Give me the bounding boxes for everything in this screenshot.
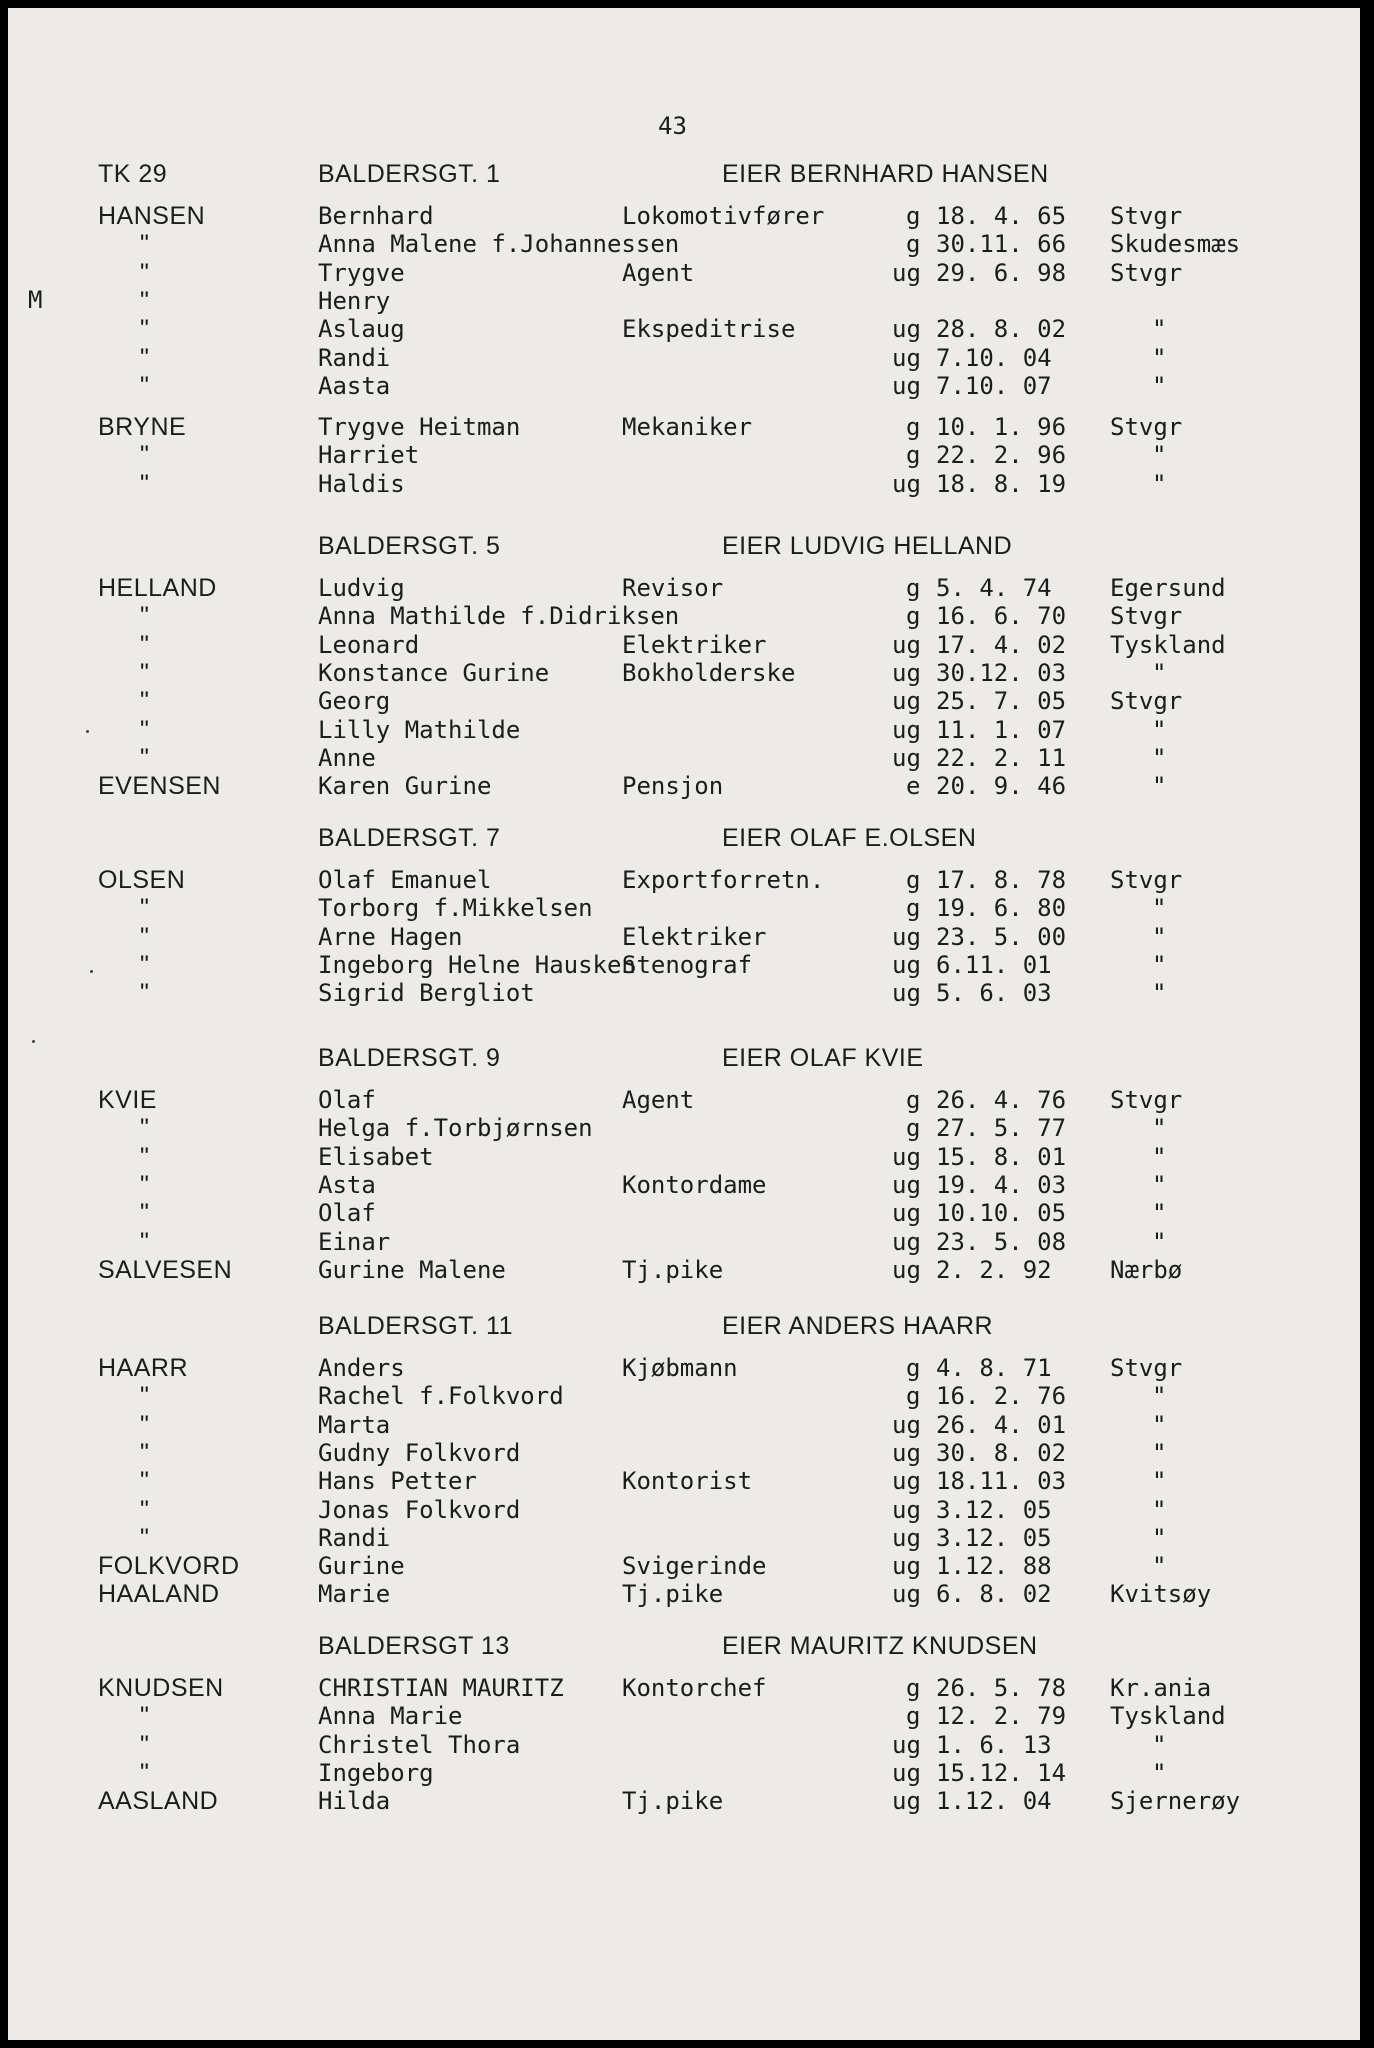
surname-cell: "	[140, 1702, 150, 1731]
marital-status-cell: ug	[892, 258, 921, 287]
birth-date-cell: 3.12. 05	[936, 1523, 1052, 1552]
given-name-cell: Aasta	[318, 371, 391, 400]
owner-heading: EIER LUDVIG HELLAND	[722, 532, 1013, 560]
surname-cell: "	[140, 1438, 150, 1467]
surname-cell: HELLAND	[98, 574, 217, 602]
given-name-cell: Gurine Malene	[318, 1255, 506, 1284]
street-heading: BALDERSGT. 11	[318, 1312, 514, 1340]
birthplace-cell: "	[1152, 343, 1167, 372]
marital-status-cell: ug	[892, 1758, 921, 1787]
given-name-cell: Haldis	[318, 469, 405, 498]
given-name-cell: Christel Thora	[318, 1730, 521, 1759]
birth-date-cell: 7.10. 04	[936, 343, 1052, 372]
birthplace-cell: "	[1152, 979, 1167, 1008]
owner-heading: EIER ANDERS HAARR	[722, 1312, 994, 1340]
marital-status-cell: g	[906, 1114, 921, 1143]
birthplace-cell: "	[1152, 1730, 1167, 1759]
birth-date-cell: 25. 7. 05	[936, 687, 1067, 716]
birth-date-cell: 10.10. 05	[936, 1199, 1067, 1228]
birthplace-cell: Skudesmæs	[1110, 230, 1241, 259]
page-number: 43	[658, 112, 687, 140]
marital-status-cell: g	[906, 1674, 921, 1702]
given-name-cell: Lilly Mathilde	[318, 715, 521, 744]
given-name-cell: Ingeborg Helne Hausken	[318, 950, 636, 979]
surname-cell: AASLAND	[98, 1787, 219, 1816]
birthplace-cell: "	[1152, 1467, 1167, 1496]
surname-cell: HAALAND	[98, 1580, 220, 1609]
birthplace-cell: "	[1152, 315, 1167, 344]
birth-date-cell: 2. 2. 92	[936, 1255, 1052, 1284]
marital-status-cell: ug	[892, 343, 921, 372]
surname-cell: "	[140, 441, 150, 470]
marital-status-cell: ug	[892, 658, 921, 687]
surname-cell: "	[140, 230, 150, 259]
given-name-cell: Einar	[318, 1227, 391, 1256]
occupation-cell: Elektriker	[622, 922, 767, 951]
surname-cell: KVIE	[98, 1086, 157, 1114]
given-name-cell: Olaf	[318, 1199, 376, 1228]
given-name-cell: Jonas Folkvord	[318, 1495, 521, 1524]
birth-date-cell: 22. 2. 11	[936, 743, 1067, 772]
birth-date-cell: 12. 2. 79	[936, 1702, 1067, 1731]
birthplace-cell: Stvgr	[1110, 1086, 1183, 1114]
birthplace-cell: Stvgr	[1110, 687, 1183, 716]
birth-date-cell: 4. 8. 71	[936, 1354, 1052, 1382]
birth-date-cell: 6.11. 01	[936, 950, 1052, 979]
marital-status-cell: ug	[892, 1580, 921, 1609]
given-name-cell: Helga f.Torbjørnsen	[318, 1114, 593, 1143]
birthplace-cell: "	[1152, 922, 1167, 951]
birthplace-cell: "	[1152, 1495, 1167, 1524]
birth-date-cell: 16. 2. 76	[936, 1382, 1067, 1411]
given-name-cell: Hilda	[318, 1787, 391, 1816]
occupation-cell: Kontorist	[622, 1467, 753, 1496]
birth-date-cell: 23. 5. 00	[936, 922, 1067, 951]
birth-date-cell: 23. 5. 08	[936, 1227, 1067, 1256]
marital-status-cell: ug	[892, 371, 921, 400]
birthplace-cell: Tyskland	[1110, 630, 1226, 659]
birthplace-cell: Stvgr	[1110, 866, 1183, 894]
marital-status-cell: g	[906, 866, 921, 894]
surname-cell: "	[140, 1495, 150, 1524]
marital-status-cell: ug	[892, 1552, 921, 1581]
given-name-cell: Torborg f.Mikkelsen	[318, 894, 593, 923]
given-name-cell: Gudny Folkvord	[318, 1438, 521, 1467]
given-name-cell: Rachel f.Folkvord	[318, 1382, 564, 1411]
birthplace-cell: Stvgr	[1110, 258, 1183, 287]
tk-label: TK 29	[98, 160, 168, 188]
birth-date-cell: 5. 6. 03	[936, 979, 1052, 1008]
birth-date-cell: 18.11. 03	[936, 1467, 1067, 1496]
birth-date-cell: 20. 9. 46	[936, 772, 1067, 801]
marital-status-cell: g	[906, 230, 921, 259]
surname-cell: "	[140, 258, 150, 287]
marital-status-cell: g	[906, 602, 921, 631]
surname-cell: "	[140, 715, 150, 744]
birth-date-cell: 30.12. 03	[936, 658, 1067, 687]
birth-date-cell: 1.12. 88	[936, 1552, 1052, 1581]
street-heading: BALDERSGT. 1	[318, 160, 501, 188]
given-name-cell: Trygve Heitman	[318, 413, 521, 442]
birth-date-cell: 16. 6. 70	[936, 602, 1067, 631]
given-name-cell: Aslaug	[318, 315, 405, 344]
margin-mark: M	[28, 286, 43, 314]
birthplace-cell: "	[1152, 894, 1167, 923]
owner-heading: EIER MAURITZ KNUDSEN	[722, 1632, 1038, 1660]
occupation-cell: Agent	[622, 1086, 695, 1114]
surname-cell: "	[140, 371, 150, 400]
occupation-cell: Kontordame	[622, 1170, 767, 1199]
birth-date-cell: 26. 4. 76	[936, 1086, 1067, 1114]
occupation-cell: Elektriker	[622, 630, 767, 659]
birthplace-cell: "	[1152, 441, 1167, 470]
marital-status-cell: ug	[892, 1199, 921, 1228]
given-name-cell: Gurine	[318, 1552, 405, 1581]
birthplace-cell: "	[1152, 715, 1167, 744]
surname-cell: "	[140, 1199, 150, 1228]
marital-status-cell: g	[906, 413, 921, 442]
surname-cell: FOLKVORD	[98, 1552, 240, 1581]
owner-heading: EIER OLAF KVIE	[722, 1044, 924, 1072]
birth-date-cell: 30. 8. 02	[936, 1438, 1067, 1467]
birthplace-cell: Stvgr	[1110, 602, 1183, 631]
owner-heading: EIER BERNHARD HANSEN	[722, 160, 1049, 188]
given-name-cell: CHRISTIAN MAURITZ	[318, 1674, 564, 1702]
birthplace-cell: Egersund	[1110, 574, 1226, 602]
marital-status-cell: g	[906, 894, 921, 923]
given-name-cell: Trygve	[318, 258, 405, 287]
surname-cell: BRYNE	[98, 413, 187, 442]
birthplace-cell: "	[1152, 469, 1167, 498]
birthplace-cell: "	[1152, 371, 1167, 400]
surname-cell: "	[140, 1730, 150, 1759]
occupation-cell: Tj.pike	[622, 1580, 724, 1609]
birth-date-cell: 29. 6. 98	[936, 258, 1067, 287]
given-name-cell: Ingeborg	[318, 1758, 434, 1787]
given-name-cell: Karen Gurine	[318, 772, 492, 801]
occupation-cell: Exportforretn.	[622, 866, 825, 894]
marital-status-cell: ug	[892, 1227, 921, 1256]
given-name-cell: Arne Hagen	[318, 922, 463, 951]
census-page	[8, 8, 1360, 2040]
birthplace-cell: "	[1152, 1758, 1167, 1787]
given-name-cell: Hans Petter	[318, 1467, 477, 1496]
birthplace-cell: Stvgr	[1110, 202, 1183, 230]
given-name-cell: Anna Malene f.Johannessen	[318, 230, 680, 259]
owner-heading: EIER OLAF E.OLSEN	[722, 824, 977, 852]
occupation-cell: Kjøbmann	[622, 1354, 738, 1382]
birth-date-cell: 28. 8. 02	[936, 315, 1067, 344]
birthplace-cell: Tyskland	[1110, 1702, 1226, 1731]
birth-date-cell: 15.12. 14	[936, 1758, 1067, 1787]
birthplace-cell: "	[1152, 1170, 1167, 1199]
birth-date-cell: 17. 4. 02	[936, 630, 1067, 659]
birthplace-cell: Kvitsøy	[1110, 1580, 1212, 1609]
birth-date-cell: 26. 4. 01	[936, 1410, 1067, 1439]
surname-cell: "	[140, 894, 150, 923]
marital-status-cell: ug	[892, 743, 921, 772]
birthplace-cell: "	[1152, 1199, 1167, 1228]
marital-status-cell: ug	[892, 979, 921, 1008]
surname-cell: "	[140, 315, 150, 344]
marital-status-cell: ug	[892, 922, 921, 951]
surname-cell: "	[140, 922, 150, 951]
birthplace-cell: "	[1152, 1227, 1167, 1256]
marital-status-cell: e	[906, 772, 921, 801]
given-name-cell: Bernhard	[318, 202, 434, 230]
occupation-cell: Stenograf	[622, 950, 753, 979]
marital-status-cell: ug	[892, 1438, 921, 1467]
occupation-cell: Tj.pike	[622, 1255, 724, 1284]
given-name-cell: Olaf	[318, 1086, 376, 1114]
given-name-cell: Leonard	[318, 630, 420, 659]
birth-date-cell: 19. 4. 03	[936, 1170, 1067, 1199]
given-name-cell: Randi	[318, 343, 391, 372]
given-name-cell: Marie	[318, 1580, 391, 1609]
birthplace-cell: "	[1152, 658, 1167, 687]
marital-status-cell: g	[906, 1702, 921, 1731]
given-name-cell: Randi	[318, 1523, 391, 1552]
marital-status-cell: g	[906, 574, 921, 602]
birth-date-cell: 22. 2. 96	[936, 441, 1067, 470]
marital-status-cell: ug	[892, 1255, 921, 1284]
surname-cell: "	[140, 1114, 150, 1143]
given-name-cell: Marta	[318, 1410, 391, 1439]
street-heading: BALDERSGT. 9	[318, 1044, 501, 1072]
occupation-cell: Revisor	[622, 574, 724, 602]
surname-cell: "	[140, 1170, 150, 1199]
marital-status-cell: g	[906, 441, 921, 470]
marital-status-cell: ug	[892, 950, 921, 979]
birthplace-cell: Stvgr	[1110, 1354, 1183, 1382]
surname-cell: "	[140, 469, 150, 498]
birth-date-cell: 15. 8. 01	[936, 1142, 1067, 1171]
surname-cell: "	[140, 1758, 150, 1787]
given-name-cell: Anna Mathilde f.Didriksen	[318, 602, 680, 631]
marital-status-cell: ug	[892, 1410, 921, 1439]
surname-cell: "	[140, 343, 150, 372]
surname-cell: KNUDSEN	[98, 1674, 224, 1702]
birth-date-cell: 1. 6. 13	[936, 1730, 1052, 1759]
birth-date-cell: 1.12. 04	[936, 1787, 1052, 1816]
marital-status-cell: g	[906, 1354, 921, 1382]
birthplace-cell: Nærbø	[1110, 1255, 1183, 1284]
speck-mark	[86, 730, 89, 733]
birthplace-cell: "	[1152, 1114, 1167, 1143]
occupation-cell: Bokholderske	[622, 658, 796, 687]
street-heading: BALDERSGT. 7	[318, 824, 501, 852]
marital-status-cell: g	[906, 1086, 921, 1114]
given-name-cell: Asta	[318, 1170, 376, 1199]
birth-date-cell: 26. 5. 78	[936, 1674, 1067, 1702]
given-name-cell: Georg	[318, 687, 391, 716]
birth-date-cell: 30.11. 66	[936, 230, 1067, 259]
birthplace-cell: "	[1152, 1142, 1167, 1171]
given-name-cell: Sigrid Bergliot	[318, 979, 535, 1008]
birth-date-cell: 10. 1. 96	[936, 413, 1067, 442]
birthplace-cell: Stvgr	[1110, 413, 1183, 442]
occupation-cell: Mekaniker	[622, 413, 753, 442]
surname-cell: SALVESEN	[98, 1255, 233, 1284]
surname-cell: OLSEN	[98, 866, 186, 894]
birthplace-cell: "	[1152, 772, 1167, 801]
surname-cell: "	[140, 602, 150, 631]
surname-cell: "	[140, 1410, 150, 1439]
birth-date-cell: 3.12. 05	[936, 1495, 1052, 1524]
surname-cell: "	[140, 950, 150, 979]
given-name-cell: Konstance Gurine	[318, 658, 550, 687]
occupation-cell: Svigerinde	[622, 1552, 767, 1581]
given-name-cell: Olaf Emanuel	[318, 866, 492, 894]
marital-status-cell: ug	[892, 1142, 921, 1171]
surname-cell: "	[140, 687, 150, 716]
speck-mark	[32, 1040, 35, 1043]
birth-date-cell: 5. 4. 74	[936, 574, 1052, 602]
birthplace-cell: "	[1152, 1438, 1167, 1467]
marital-status-cell: ug	[892, 715, 921, 744]
surname-cell: "	[140, 743, 150, 772]
birth-date-cell: 27. 5. 77	[936, 1114, 1067, 1143]
birthplace-cell: Kr.ania	[1110, 1674, 1212, 1702]
birthplace-cell: "	[1152, 1523, 1167, 1552]
birthplace-cell: "	[1152, 1552, 1167, 1581]
given-name-cell: Elisabet	[318, 1142, 434, 1171]
occupation-cell: Tj.pike	[622, 1787, 724, 1816]
birthplace-cell: Sjernerøy	[1110, 1787, 1241, 1816]
occupation-cell: Kontorchef	[622, 1674, 767, 1702]
marital-status-cell: ug	[892, 687, 921, 716]
marital-status-cell: g	[906, 1382, 921, 1411]
marital-status-cell: ug	[892, 469, 921, 498]
given-name-cell: Anna Marie	[318, 1702, 463, 1731]
marital-status-cell: g	[906, 202, 921, 230]
given-name-cell: Anders	[318, 1354, 405, 1382]
marital-status-cell: ug	[892, 1170, 921, 1199]
surname-cell: HAARR	[98, 1354, 189, 1382]
given-name-cell: Ludvig	[318, 574, 405, 602]
speck-mark	[90, 970, 93, 973]
surname-cell: "	[140, 979, 150, 1008]
birthplace-cell: "	[1152, 1410, 1167, 1439]
marital-status-cell: ug	[892, 1787, 921, 1816]
street-heading: BALDERSGT 13	[318, 1632, 510, 1660]
surname-cell: "	[140, 658, 150, 687]
street-heading: BALDERSGT. 5	[318, 532, 501, 560]
birth-date-cell: 7.10. 07	[936, 371, 1052, 400]
birth-date-cell: 18. 8. 19	[936, 469, 1067, 498]
marital-status-cell: ug	[892, 1495, 921, 1524]
surname-cell: "	[140, 1382, 150, 1411]
birth-date-cell: 6. 8. 02	[936, 1580, 1052, 1609]
surname-cell: EVENSEN	[98, 772, 221, 801]
marital-status-cell: ug	[892, 630, 921, 659]
occupation-cell: Pensjon	[622, 772, 724, 801]
marital-status-cell: ug	[892, 315, 921, 344]
marital-status-cell: ug	[892, 1523, 921, 1552]
surname-cell: "	[140, 1227, 150, 1256]
given-name-cell: Anne	[318, 743, 376, 772]
occupation-cell: Lokomotivfører	[622, 202, 825, 230]
marital-status-cell: ug	[892, 1467, 921, 1496]
surname-cell: "	[140, 1467, 150, 1496]
birth-date-cell: 11. 1. 07	[936, 715, 1067, 744]
birthplace-cell: "	[1152, 950, 1167, 979]
birth-date-cell: 19. 6. 80	[936, 894, 1067, 923]
birthplace-cell: "	[1152, 743, 1167, 772]
occupation-cell: Ekspeditrise	[622, 315, 796, 344]
surname-cell: "	[140, 1523, 150, 1552]
surname-cell: HANSEN	[98, 202, 206, 230]
given-name-cell: Harriet	[318, 441, 420, 470]
occupation-cell: Agent	[622, 258, 695, 287]
surname-cell: "	[140, 630, 150, 659]
birth-date-cell: 17. 8. 78	[936, 866, 1067, 894]
birth-date-cell: 18. 4. 65	[936, 202, 1067, 230]
given-name-cell: Henry	[318, 286, 391, 315]
birthplace-cell: "	[1152, 1382, 1167, 1411]
marital-status-cell: ug	[892, 1730, 921, 1759]
surname-cell: "	[140, 286, 150, 315]
surname-cell: "	[140, 1142, 150, 1171]
